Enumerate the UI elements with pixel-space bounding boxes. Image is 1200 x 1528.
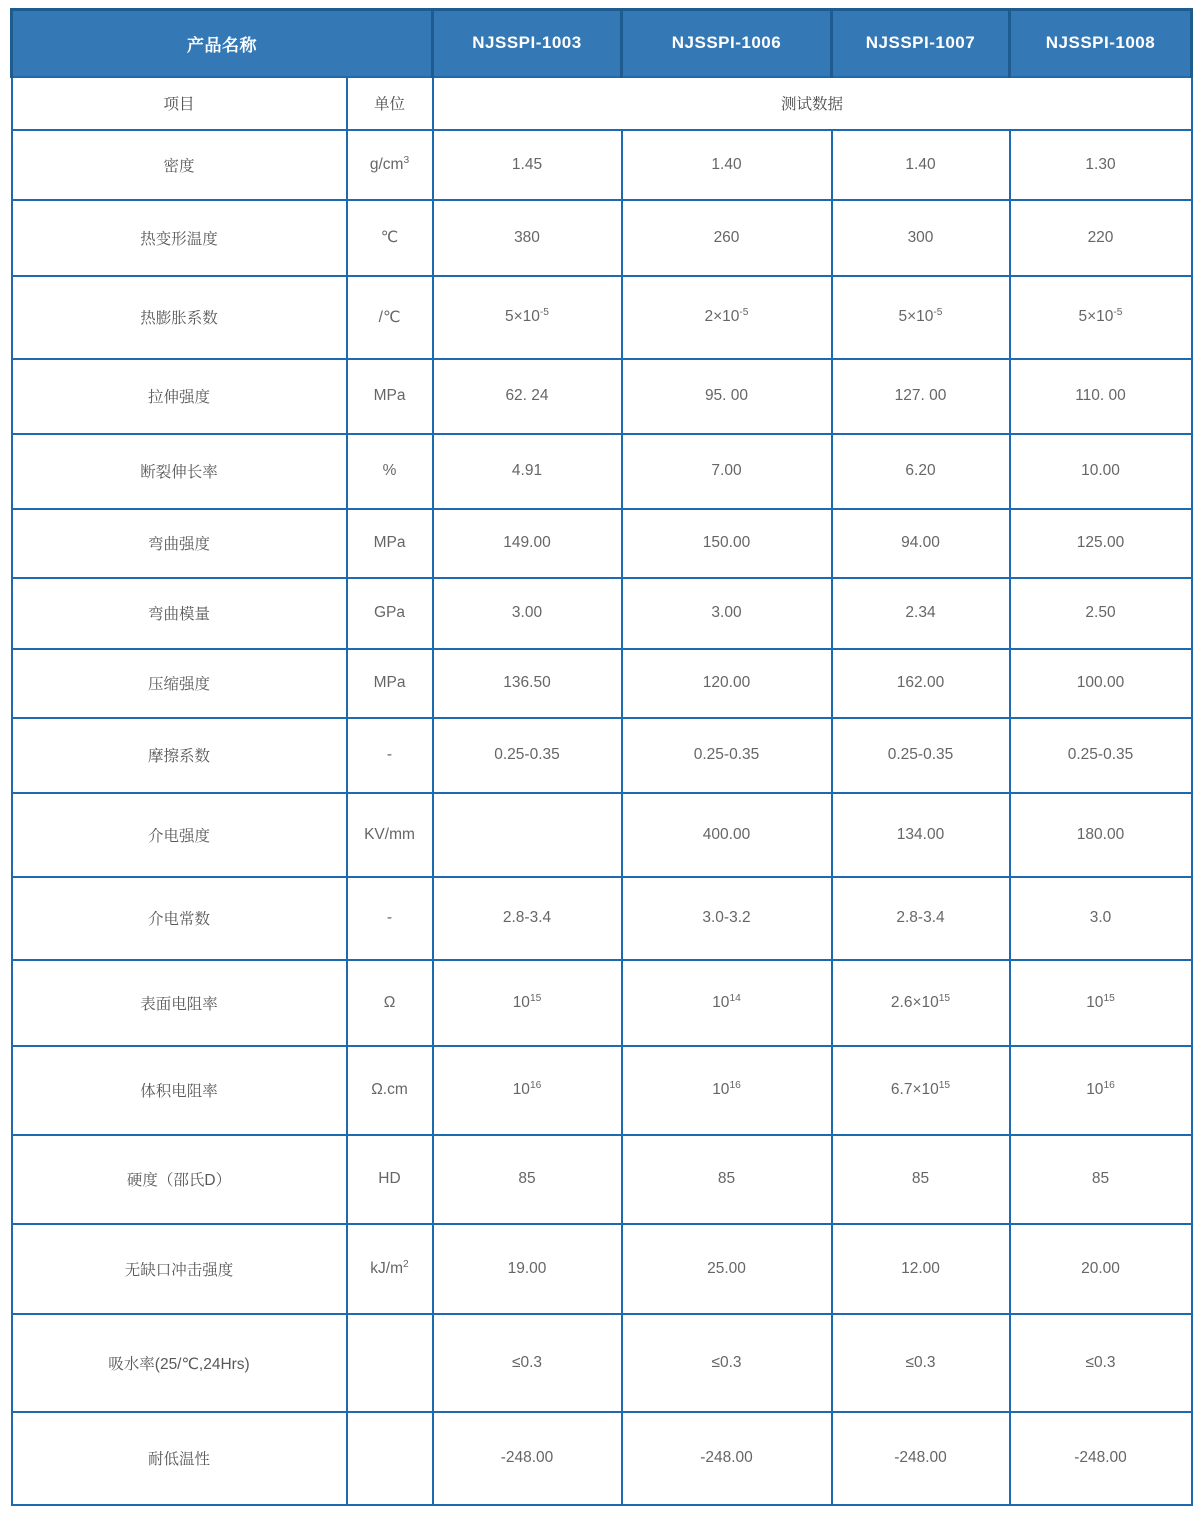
table-row bbox=[12, 718, 1192, 793]
product-column-header: NJSSPI-1008 bbox=[1010, 10, 1192, 77]
value-cell: 110. 00 bbox=[1010, 359, 1192, 434]
value-cell: 162.00 bbox=[832, 649, 1010, 718]
value-cell: 2.8-3.4 bbox=[433, 877, 622, 960]
product-column-header: NJSSPI-1003 bbox=[433, 10, 622, 77]
table-body bbox=[12, 130, 1192, 1505]
value-cell: 12.00 bbox=[832, 1224, 1010, 1314]
value-cell: 85 bbox=[1010, 1135, 1192, 1224]
value-cell: 85 bbox=[832, 1135, 1010, 1224]
value-cell: -248.00 bbox=[433, 1412, 622, 1505]
value-cell: 25.00 bbox=[622, 1224, 832, 1314]
table-row bbox=[12, 578, 1192, 649]
value-cell: 120.00 bbox=[622, 649, 832, 718]
table-row bbox=[12, 509, 1192, 578]
unit-cell: % bbox=[347, 434, 433, 509]
item-cell: 热膨胀系数 bbox=[12, 276, 347, 359]
value-cell: 20.00 bbox=[1010, 1224, 1192, 1314]
value-cell: 2.50 bbox=[1010, 578, 1192, 649]
value-cell: 0.25-0.35 bbox=[1010, 718, 1192, 793]
value-cell: 7.00 bbox=[622, 434, 832, 509]
unit-cell: GPa bbox=[347, 578, 433, 649]
value-cell: ≤0.3 bbox=[622, 1314, 832, 1412]
value-cell: 19.00 bbox=[433, 1224, 622, 1314]
table-row bbox=[12, 130, 1192, 200]
value-cell: 380 bbox=[433, 200, 622, 276]
value-cell: 2.8-3.4 bbox=[832, 877, 1010, 960]
value-cell: 136.50 bbox=[433, 649, 622, 718]
table-row bbox=[12, 276, 1192, 359]
table-row bbox=[12, 1046, 1192, 1135]
item-cell: 拉伸强度 bbox=[12, 359, 347, 434]
value-cell: $2\times 10^{-5}$ bbox=[622, 276, 832, 359]
unit-cell: Ω bbox=[347, 960, 433, 1046]
value-cell: 1.40 bbox=[832, 130, 1010, 200]
value-cell: 0.25-0.35 bbox=[832, 718, 1010, 793]
value-cell: 220 bbox=[1010, 200, 1192, 276]
value-cell: 62. 24 bbox=[433, 359, 622, 434]
table-row bbox=[12, 359, 1192, 434]
value-cell: 10.00 bbox=[1010, 434, 1192, 509]
table-row bbox=[12, 434, 1192, 509]
value-cell: 1.40 bbox=[622, 130, 832, 200]
unit-cell bbox=[347, 1412, 433, 1505]
value-cell: 85 bbox=[433, 1135, 622, 1224]
value-cell: 1.45 bbox=[433, 130, 622, 200]
product-column-header: NJSSPI-1006 bbox=[622, 10, 832, 77]
value-cell: 150.00 bbox=[622, 509, 832, 578]
unit-cell: - bbox=[347, 877, 433, 960]
sub-header-row bbox=[12, 77, 1192, 130]
test-data-header-cell: 测试数据 bbox=[433, 77, 1192, 130]
value-cell bbox=[433, 793, 622, 877]
value-cell: 3.0 bbox=[1010, 877, 1192, 960]
item-cell: 断裂伸长率 bbox=[12, 434, 347, 509]
unit-cell: KV/mm bbox=[347, 793, 433, 877]
item-cell: 表面电阻率 bbox=[12, 960, 347, 1046]
value-cell: 3.00 bbox=[622, 578, 832, 649]
item-cell: 吸水率(25/℃,24Hrs) bbox=[12, 1314, 347, 1412]
value-cell: $5\times 10^{-5}$ bbox=[832, 276, 1010, 359]
value-cell: 85 bbox=[622, 1135, 832, 1224]
item-header-cell: 项目 bbox=[12, 77, 347, 130]
table-row bbox=[12, 960, 1192, 1046]
value-cell: $10^{16}$ bbox=[1010, 1046, 1192, 1135]
unit-cell: ℃ bbox=[347, 200, 433, 276]
value-cell: 134.00 bbox=[832, 793, 1010, 877]
unit-cell: MPa bbox=[347, 649, 433, 718]
value-cell: $10^{15}$ bbox=[433, 960, 622, 1046]
value-cell: 127. 00 bbox=[832, 359, 1010, 434]
unit-cell: /℃ bbox=[347, 276, 433, 359]
unit-cell: HD bbox=[347, 1135, 433, 1224]
value-cell: 149.00 bbox=[433, 509, 622, 578]
value-cell: $5\times 10^{-5}$ bbox=[1010, 276, 1192, 359]
unit-cell: $g/cm^3$ bbox=[347, 130, 433, 200]
value-cell: 4.91 bbox=[433, 434, 622, 509]
item-cell: 压缩强度 bbox=[12, 649, 347, 718]
item-cell: 无缺口冲击强度 bbox=[12, 1224, 347, 1314]
value-cell: 0.25-0.35 bbox=[433, 718, 622, 793]
value-cell: $10^{16}$ bbox=[622, 1046, 832, 1135]
value-cell: 400.00 bbox=[622, 793, 832, 877]
item-cell: 弯曲模量 bbox=[12, 578, 347, 649]
value-cell: $5\times 10^{-5}$ bbox=[433, 276, 622, 359]
table-row bbox=[12, 877, 1192, 960]
item-cell: 介电强度 bbox=[12, 793, 347, 877]
unit-cell: - bbox=[347, 718, 433, 793]
value-cell: 94.00 bbox=[832, 509, 1010, 578]
table-row bbox=[12, 1135, 1192, 1224]
unit-header-cell: 单位 bbox=[347, 77, 433, 130]
item-cell: 热变形温度 bbox=[12, 200, 347, 276]
unit-cell: MPa bbox=[347, 359, 433, 434]
value-cell: 3.0-3.2 bbox=[622, 877, 832, 960]
item-cell: 耐低温性 bbox=[12, 1412, 347, 1505]
table-row bbox=[12, 793, 1192, 877]
item-cell: 摩擦系数 bbox=[12, 718, 347, 793]
value-cell: 1.30 bbox=[1010, 130, 1192, 200]
value-cell: $2.6\times 10^{15}$ bbox=[832, 960, 1010, 1046]
value-cell: -248.00 bbox=[832, 1412, 1010, 1505]
item-cell: 弯曲强度 bbox=[12, 509, 347, 578]
value-cell: -248.00 bbox=[622, 1412, 832, 1505]
value-cell: -248.00 bbox=[1010, 1412, 1192, 1505]
value-cell: 3.00 bbox=[433, 578, 622, 649]
unit-cell: $kJ/m^2$ bbox=[347, 1224, 433, 1314]
value-cell: 300 bbox=[832, 200, 1010, 276]
product-header-row bbox=[12, 10, 1192, 77]
value-cell: ≤0.3 bbox=[1010, 1314, 1192, 1412]
value-cell: 125.00 bbox=[1010, 509, 1192, 578]
value-cell: $10^{16}$ bbox=[433, 1046, 622, 1135]
value-cell: ≤0.3 bbox=[433, 1314, 622, 1412]
value-cell: 2.34 bbox=[832, 578, 1010, 649]
item-cell: 体积电阻率 bbox=[12, 1046, 347, 1135]
value-cell: 95. 00 bbox=[622, 359, 832, 434]
table-row bbox=[12, 1412, 1192, 1505]
value-cell: 260 bbox=[622, 200, 832, 276]
value-cell: ≤0.3 bbox=[832, 1314, 1010, 1412]
value-cell: 0.25-0.35 bbox=[622, 718, 832, 793]
value-cell: $10^{15}$ bbox=[1010, 960, 1192, 1046]
table-row bbox=[12, 649, 1192, 718]
product-name-header-cell: 产品名称 bbox=[12, 10, 433, 77]
value-cell: $6.7\times 10^{15}$ bbox=[832, 1046, 1010, 1135]
table-row bbox=[12, 200, 1192, 276]
value-cell: 180.00 bbox=[1010, 793, 1192, 877]
value-cell: 100.00 bbox=[1010, 649, 1192, 718]
table-header bbox=[12, 10, 1192, 130]
value-cell: 6.20 bbox=[832, 434, 1010, 509]
table-row bbox=[12, 1314, 1192, 1412]
unit-cell bbox=[347, 1314, 433, 1412]
value-cell: $10^{14}$ bbox=[622, 960, 832, 1046]
product-column-header: NJSSPI-1007 bbox=[832, 10, 1010, 77]
product-spec-table bbox=[10, 8, 1193, 1506]
table-row bbox=[12, 1224, 1192, 1314]
unit-cell: Ω.cm bbox=[347, 1046, 433, 1135]
item-cell: 密度 bbox=[12, 130, 347, 200]
item-cell: 介电常数 bbox=[12, 877, 347, 960]
unit-cell: MPa bbox=[347, 509, 433, 578]
item-cell: 硬度（邵氏D） bbox=[12, 1135, 347, 1224]
